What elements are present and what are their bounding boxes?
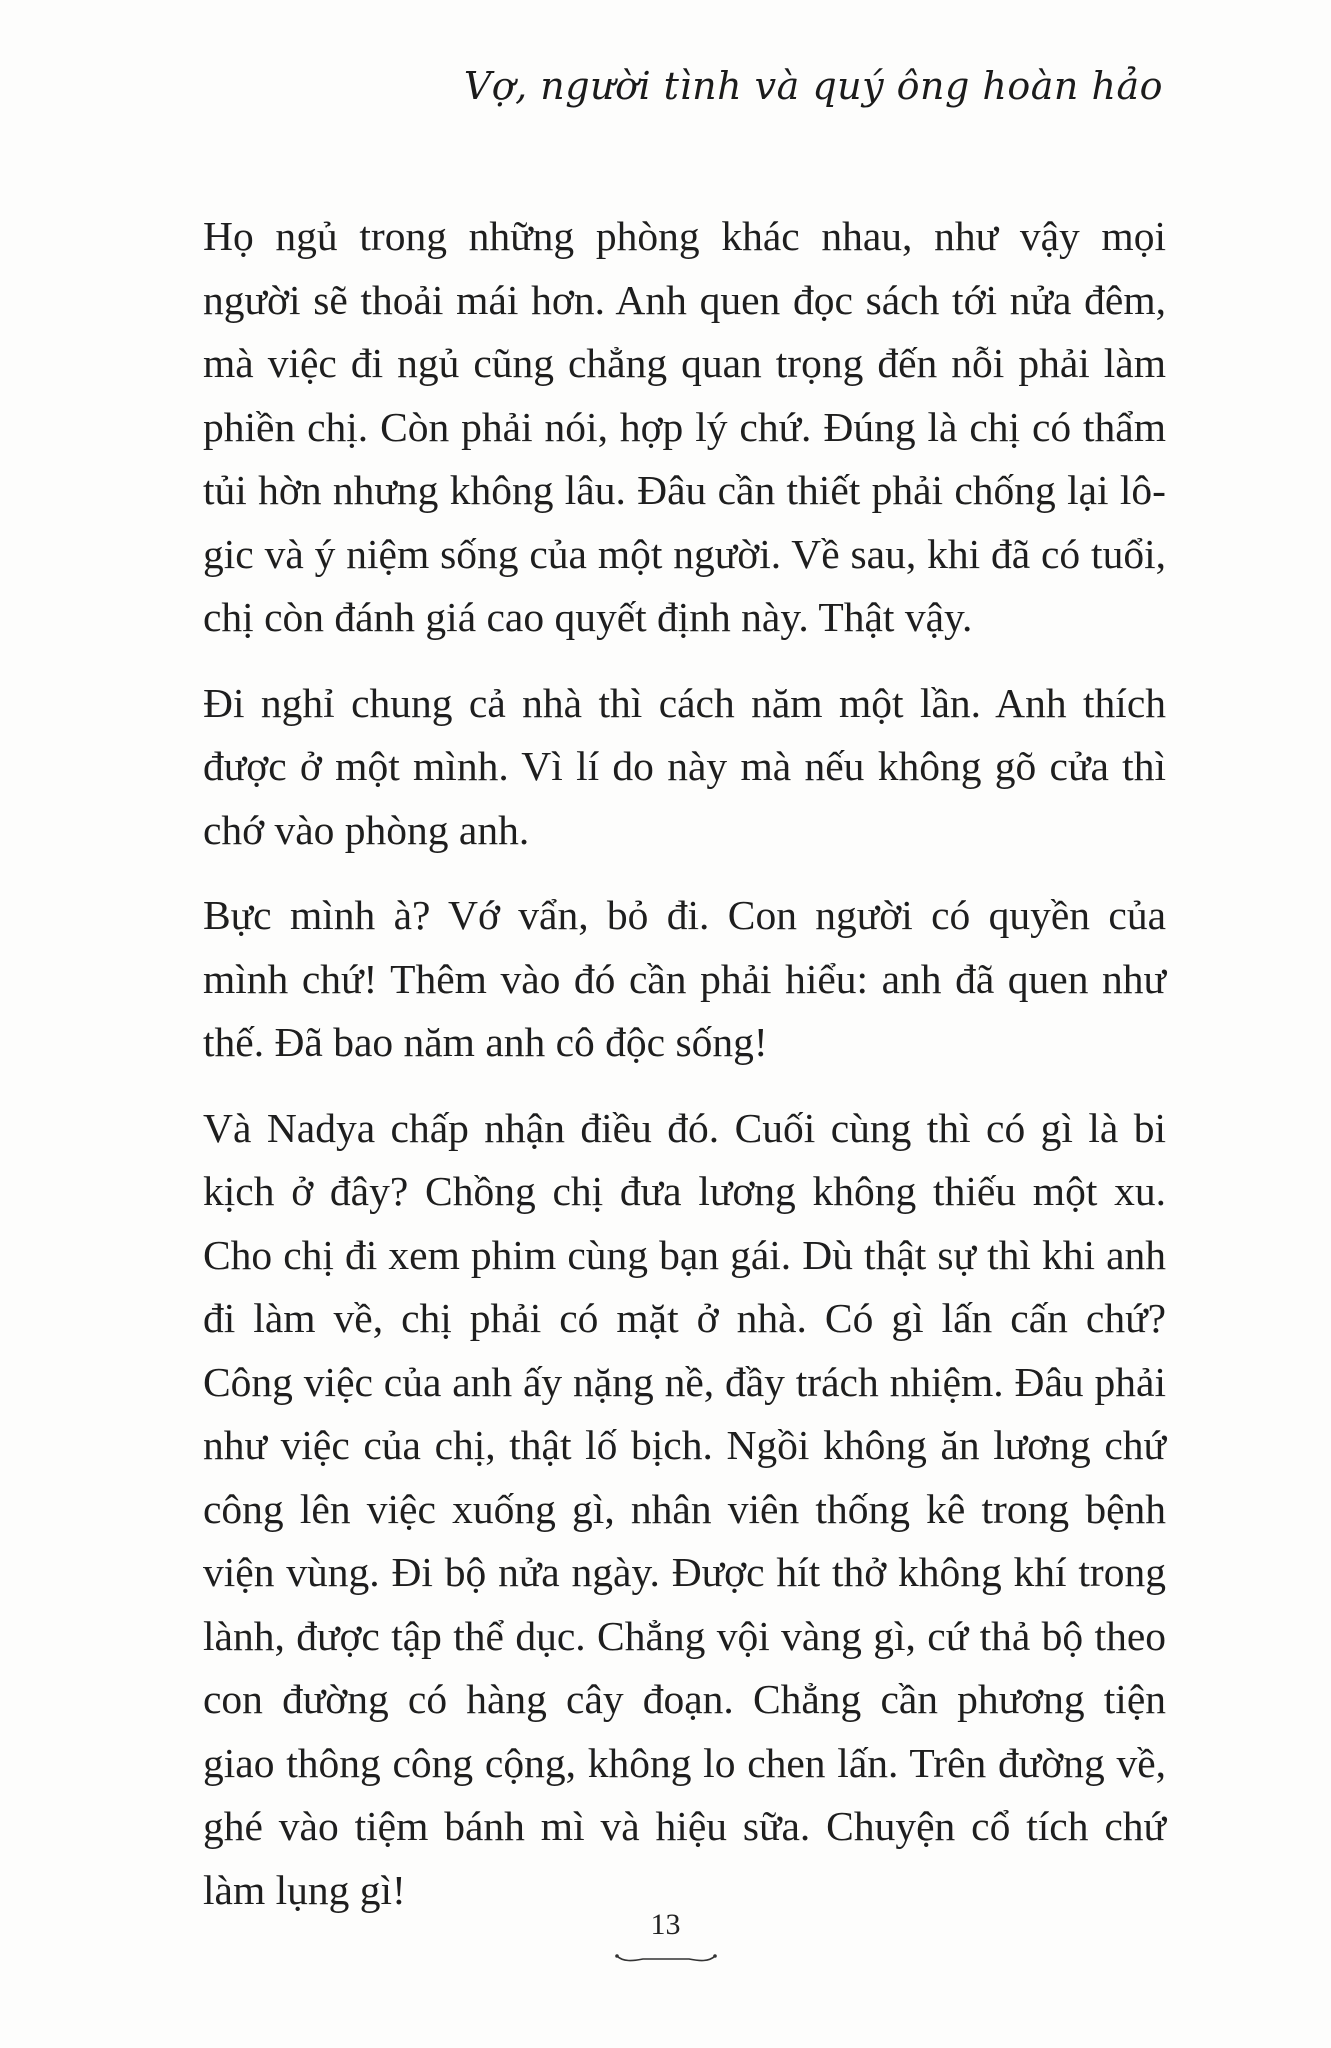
paragraph: Đi nghỉ chung cả nhà thì cách năm một lần. Anh thích được ở một mình. Vì lí do này mà nếu không gõ cửa thì chớ vào phòng anh. <box>203 679 1166 853</box>
body-text <box>203 205 1166 1922</box>
paragraph: Họ ngủ trong những phòng khác nhau, như vậy mọi người sẽ thoải mái hơn. Anh quen đọc sách tới nửa đêm, mà việc đi ngủ cũng chẳng quan trọng đến nỗi phải làm phiền chị. Còn phải nói, hợp lý chứ. Đúng là chị có thẩm tủi hờn nhưng không lâu. Đâu cần thiết phải chống lại lô-gic và ý niệm sống của một người. Về sau, khi đã có tuổi, chị còn đánh giá cao quyết định này. Thật vậy. <box>203 213 1166 640</box>
page-number: 13 <box>650 1908 681 1941</box>
paragraph: Và Nadya chấp nhận điều đó. Cuối cùng thì có gì là bi kịch ở đây? Chồng chị đưa lương không thiếu một xu. Cho chị đi xem phim cùng bạn gái. Dù thật sự thì khi anh đi làm về, chị phải có mặt ở nhà. Có gì lấn cấn chứ? Công việc của anh ấy nặng nề, đầy trách nhiệm. Đâu phải như việc của chị, thật lố bịch. Ngồi không ăn lương chứ công lên việc xuống gì, nhân viên thống kê trong bệnh viện vùng. Đi bộ nửa ngày. Được hít thở không khí trong lành, được tập thể dục. Chẳng vội vàng gì, cứ thả bộ theo con đường có hàng cây đoạn. Chẳng cần phương tiện giao thông công cộng, không lo chen lấn. Trên đường về, ghé vào tiệm bánh mì và hiệu sữa. Chuyện cổ tích chứ làm lụng gì! <box>203 1104 1166 1913</box>
paragraph: Bực mình à? Vớ vẩn, bỏ đi. Con người có quyền của mình chứ! Thêm vào đó cần phải hiểu: anh đã quen như thế. Đã bao năm anh cô độc sống! <box>203 892 1166 1065</box>
flourish-ornament-icon <box>613 1950 719 1966</box>
running-head-title: Vợ, người tình và quý ông hoàn hảo <box>463 64 1163 108</box>
